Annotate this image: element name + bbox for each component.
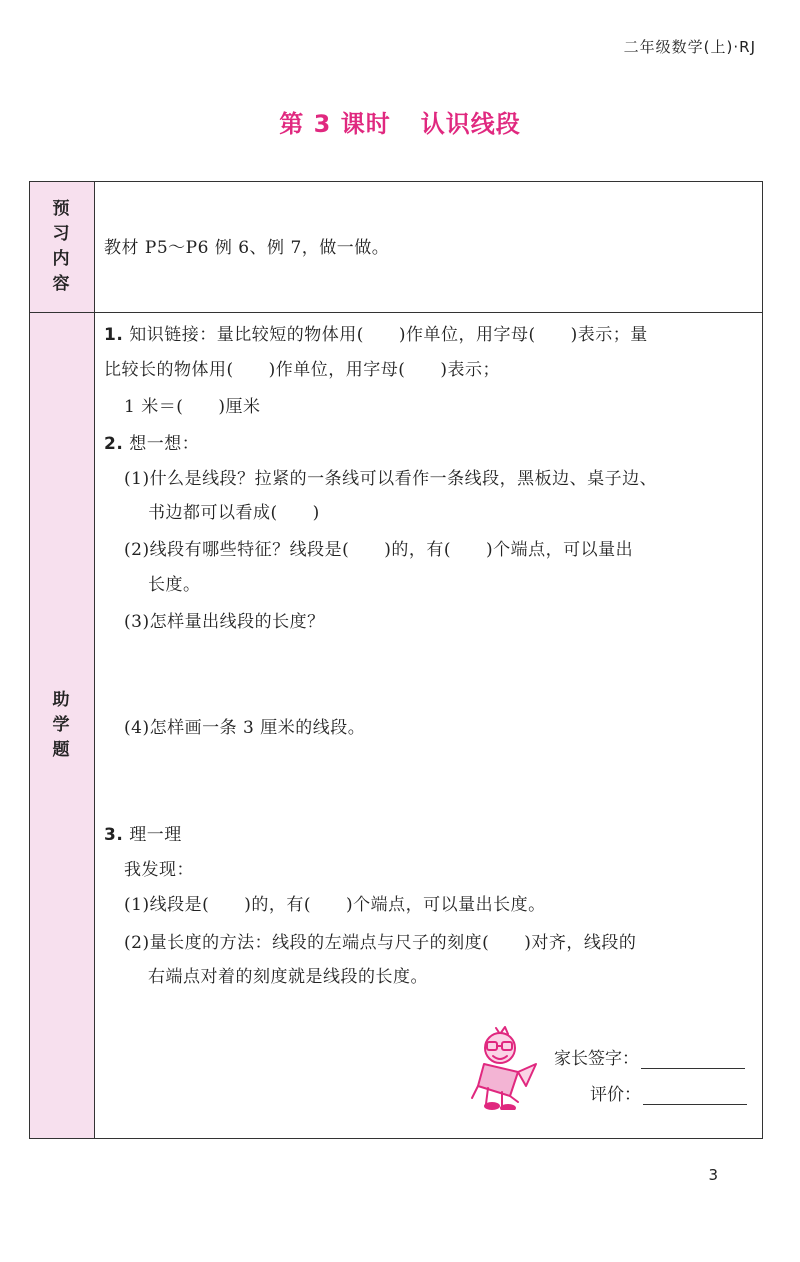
- lesson-title: [0, 104, 800, 139]
- q3-s1: (1)线段是( )的，有( )个端点，可以量出长度。: [124, 895, 546, 915]
- q2-title-line: [104, 429, 199, 454]
- q3-s2-line1: (2)量长度的方法：线段的左端点与尺子的刻度( )对齐，线段的: [124, 933, 637, 953]
- help-label: 助学题: [52, 690, 72, 760]
- parent-signature-label: 家长签字：: [554, 1049, 639, 1069]
- preview-content: 教材 P5～P6 例 6、例 7，做一做。: [104, 238, 390, 258]
- q1-text-1: 知识链接：量比较短的物体用( )作单位，用字母( )表示；量: [129, 325, 648, 345]
- q3-title: 理一理: [129, 825, 182, 845]
- parent-signature-field[interactable]: [641, 1068, 745, 1069]
- q2-s1-line2: 书边都可以看成( ): [148, 503, 320, 523]
- page-number: 3: [708, 1166, 718, 1184]
- preview-label: 预习内容: [52, 199, 72, 294]
- preview-label-cell: [30, 182, 94, 312]
- help-label-cell: [30, 313, 94, 1138]
- q2-s4: (4)怎样画一条 3 厘米的线段。: [124, 718, 366, 738]
- q1-line1: [104, 320, 648, 345]
- q3-title-line: [104, 820, 182, 845]
- q1-line3: 1 米＝( )厘米: [124, 397, 261, 417]
- evaluation-label: 评价：: [590, 1085, 641, 1105]
- q2-s3: (3)怎样量出线段的长度？: [124, 612, 325, 632]
- lesson-topic: 认识线段: [420, 110, 521, 138]
- column-divider: [94, 182, 95, 1138]
- q2-title: 想一想：: [129, 434, 200, 454]
- q2-s2-line2: 长度。: [148, 575, 201, 595]
- evaluation-row: [590, 1080, 747, 1105]
- q3-intro: 我发现：: [124, 860, 194, 880]
- evaluation-field[interactable]: [643, 1104, 747, 1105]
- q2-s1-line1: (1)什么是线段？拉紧的一条线可以看作一条线段，黑板边、桌子边、: [124, 469, 658, 489]
- book-subject-header: 二年级数学(上)·RJ: [623, 38, 756, 56]
- lesson-number: 第 3 课时: [279, 110, 391, 138]
- pencil-mascot-icon: [466, 1024, 546, 1110]
- parent-signature-row: [554, 1044, 745, 1069]
- q1-number: 1.: [104, 325, 124, 345]
- q3-s2-line2: 右端点对着的刻度就是线段的长度。: [148, 967, 428, 987]
- q3-number: 3.: [104, 825, 124, 845]
- row-divider: [30, 312, 762, 313]
- q2-s2-line1: (2)线段有哪些特征？线段是( )的，有( )个端点，可以量出: [124, 540, 634, 560]
- q2-number: 2.: [104, 434, 124, 454]
- q1-line2: 比较长的物体用( )作单位，用字母( )表示；: [104, 360, 501, 380]
